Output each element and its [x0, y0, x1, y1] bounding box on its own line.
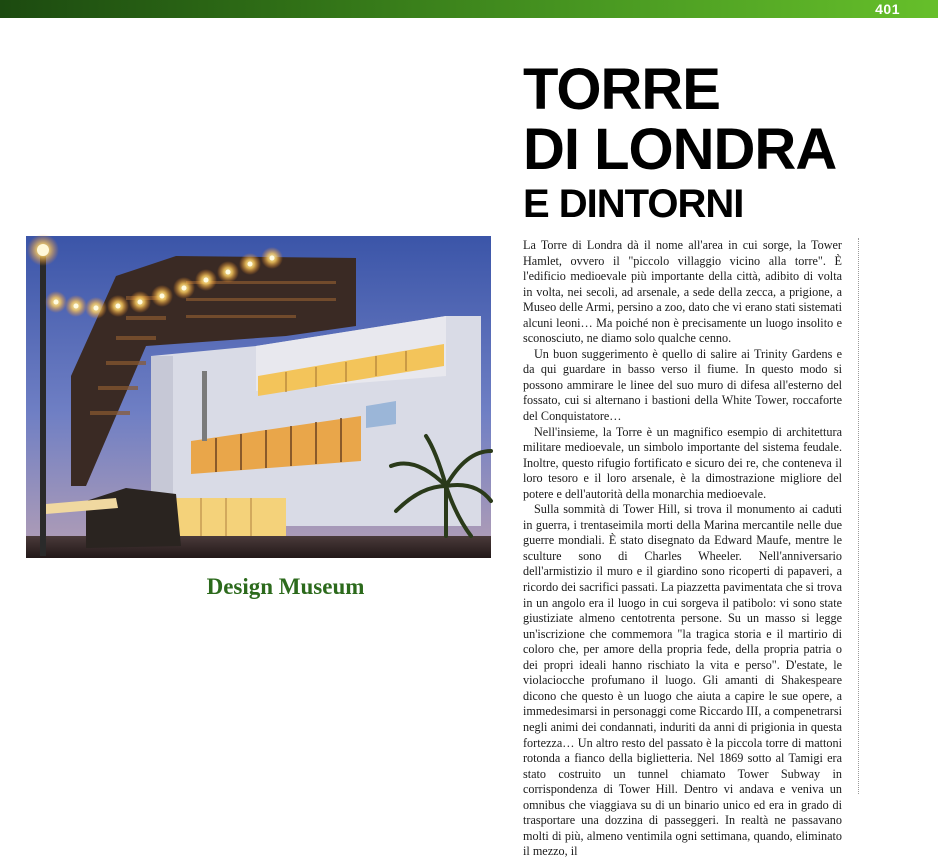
title-line-2: DI LONDRA — [523, 117, 837, 182]
article-title — [523, 57, 837, 228]
body-paragraph: Sulla sommità di Tower Hill, si trova il monumento ai caduti in guerra, i trentaseimila morti della Marina mercantile nelle due guerre mondiali. È stato disegnato da Edward Maufe, mentre le sculture sono di Charles Wheeler. Nell'anniversario dell'armistizio il muro e il giardino sono ricoperti di papaveri, a ricordo dei sacrifici passati. La piazzetta pavimentata che si trova in un angolo era il luogo in cui sorgeva il patibolo: vi sono state giustiziate almeno centotrenta persone. Su un masso si legge un'iscrizione che commemora "la tragica storia e il martirio di coloro che, per amore della propria fede, della propria patria o dei propri ideali hanno rischiato la vita e perso". D'estate, le violaciocche profumano il luogo. Gli amanti di Shakespeare dicono che questo è un luogo che aiuta a capire le sue opere, a immedesimarsi in personaggi come Riccardo III, a compenetrarsi negli animi dei condannati, induriti da anni di prigionia in questa fortezza… Un altro resto del passato è la piccola torre di mattoni rotonda a fianco della biglietteria. Nel 1869 sotto al Tamigi era stato costruito un tunnel chiamato Tower Subway in corrispondenza di Tower Hill. Dentro vi andava e veniva un omnibus che viaggiava su di un binario unico ed era in grado di trasportare una dozzina di passeggeri. In realtà ne passavano molti di più, almeno ventimila ogni settimana, quando, eliminato il mezzo, il — [523, 502, 842, 859]
body-paragraph: Nell'insieme, la Torre è un magnifico esempio di architettura militare medioevale, un simbolo importante del sistema feudale. Inoltre, questo rifugio fortificato e sicuro dei re, che conteneva il loro tesoro e il loro arsenale, è la dimostrazione migliore del potere e dell'autorità della monarchia medioevale. — [523, 424, 842, 501]
top-color-bar — [0, 0, 938, 18]
body-paragraph: La Torre di Londra dà il nome all'area in cui sorge, la Tower Hamlet, ovvero il "piccolo villaggio vicino alla torre". È l'edificio medioevale più importante della città, adibito di volta in volta, nei secoli, ad arsenale, a sede della zecca, a prigione, a Museo delle Armi, persino a zoo, dato che vi erano stati sistemati alcuni leoni… Ma poiché non è precisamente un luogo insolito e sconosciuto, ne diamo solo qualche cenno. — [523, 238, 842, 346]
page-number: 401 — [875, 1, 900, 17]
photo-caption: Design Museum — [206, 574, 365, 599]
body-paragraph: Un buon suggerimento è quello di salire ai Trinity Gardens e da qui guardare in basso verso il fiume. In questo modo si possono ammirare le linee del suo muro di difesa all'esterno del fossato, cui si alternano i bastioni della White Tower, roccaforte del Conquistatore… — [523, 346, 842, 424]
design-museum-photo — [26, 236, 491, 558]
title-line-1: TORRE — [523, 57, 720, 122]
article-body — [523, 238, 842, 859]
column-divider — [858, 238, 859, 794]
title-subtitle: E DINTORNI — [523, 182, 744, 226]
